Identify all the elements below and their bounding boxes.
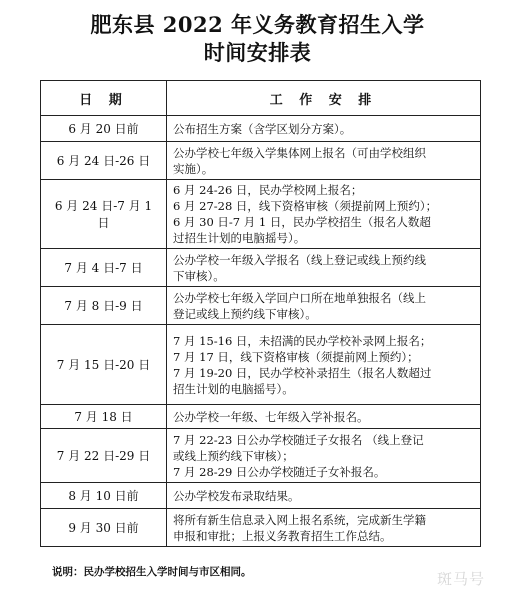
column-header-task: 工 作 安 排 xyxy=(167,81,481,116)
table-row xyxy=(41,180,481,249)
row-task xyxy=(167,142,481,180)
row-date: 6 月 24 日-7 月 1 日 xyxy=(41,180,167,249)
table-row xyxy=(41,483,481,509)
table-row xyxy=(41,429,481,483)
row-task xyxy=(167,180,481,249)
table-row xyxy=(41,325,481,405)
task-line: 7 月 17 日，线下资格审核（须提前网上预约）； xyxy=(173,349,419,364)
footnote: 说明：民办学校招生入学时间与市区相同。 xyxy=(52,566,252,578)
row-task xyxy=(167,116,481,142)
task-line: 7 月 19-20 日，民办学校补录招生（报名人数超过 xyxy=(173,365,432,380)
table-row xyxy=(41,249,481,287)
row-task xyxy=(167,509,481,547)
row-date: 9 月 30 日前 xyxy=(41,509,167,547)
task-line: 或线上预约线下审核）； xyxy=(173,448,294,463)
schedule-body xyxy=(41,116,481,547)
task-line: 7 月 28-29 日公办学校随迁子女补报名。 xyxy=(173,464,386,479)
table-row xyxy=(41,116,481,142)
row-date: 6 月 24 日-26 日 xyxy=(41,142,167,180)
task-line: 公办学校发布录取结果。 xyxy=(173,488,300,503)
task-line: 7 月 15-16 日，未招满的民办学校补录网上报名； xyxy=(173,333,432,348)
row-task xyxy=(167,429,481,483)
row-date: 7 月 8 日-9 日 xyxy=(41,287,167,325)
table-row xyxy=(41,509,481,547)
row-date: 7 月 18 日 xyxy=(41,405,167,429)
table-row xyxy=(41,287,481,325)
column-header-date: 日 期 xyxy=(41,81,167,116)
task-line: 公办学校一年级入学报名（线上登记或线上预约线 xyxy=(173,252,426,267)
task-line: 公办学校七年级入学集体网上报名（可由学校组织 xyxy=(173,145,426,160)
row-task xyxy=(167,405,481,429)
task-line: 7 月 22-23 日公办学校随迁子女报名 （线上登记 xyxy=(173,432,424,447)
row-task xyxy=(167,325,481,405)
task-line: 过招生计划的电脑摇号）。 xyxy=(173,231,306,245)
document-subtitle: 时间安排表 xyxy=(203,40,312,65)
document-title: 肥东县 2022 年义务教育招生入学 xyxy=(90,12,425,37)
task-line: 6 月 30 日-7 月 1 日，民办学校招生（报名人数超 xyxy=(173,215,431,229)
row-date: 7 月 15 日-20 日 xyxy=(41,325,167,405)
schedule-table xyxy=(40,80,481,547)
row-task xyxy=(167,287,481,325)
task-line: 公办学校七年级入学回户口所在地单独报名（线上 xyxy=(173,290,426,305)
watermark: 斑马号 xyxy=(436,570,485,588)
row-date: 7 月 22 日-29 日 xyxy=(41,429,167,483)
row-date: 8 月 10 日前 xyxy=(41,483,167,509)
task-line: 6 月 24-26 日，民办学校网上报名； xyxy=(173,183,363,197)
row-task xyxy=(167,249,481,287)
task-line: 将所有新生信息录入网上报名系统，完成新生学籍 xyxy=(173,512,426,527)
table-row xyxy=(41,405,481,429)
task-line: 6 月 27-28 日，线下资格审核（须提前网上预约）； xyxy=(173,199,438,213)
task-line: 招生计划的电脑摇号）。 xyxy=(173,381,294,396)
row-date: 7 月 4 日-7 日 xyxy=(41,249,167,287)
task-line: 申报和审批；上报义务教育招生工作总结。 xyxy=(173,528,392,543)
task-line: 公布招生方案（含学区划分方案）。 xyxy=(173,121,352,136)
table-header-row xyxy=(41,81,481,116)
task-line: 实施）。 xyxy=(173,161,214,176)
row-date: 6 月 20 日前 xyxy=(41,116,167,142)
task-line: 登记或线上预约线下审核）。 xyxy=(173,306,317,321)
row-task xyxy=(167,483,481,509)
task-line: 下审核）。 xyxy=(173,268,225,283)
table-row xyxy=(41,142,481,180)
task-line: 公办学校一年级、七年级入学补报名。 xyxy=(173,409,369,424)
